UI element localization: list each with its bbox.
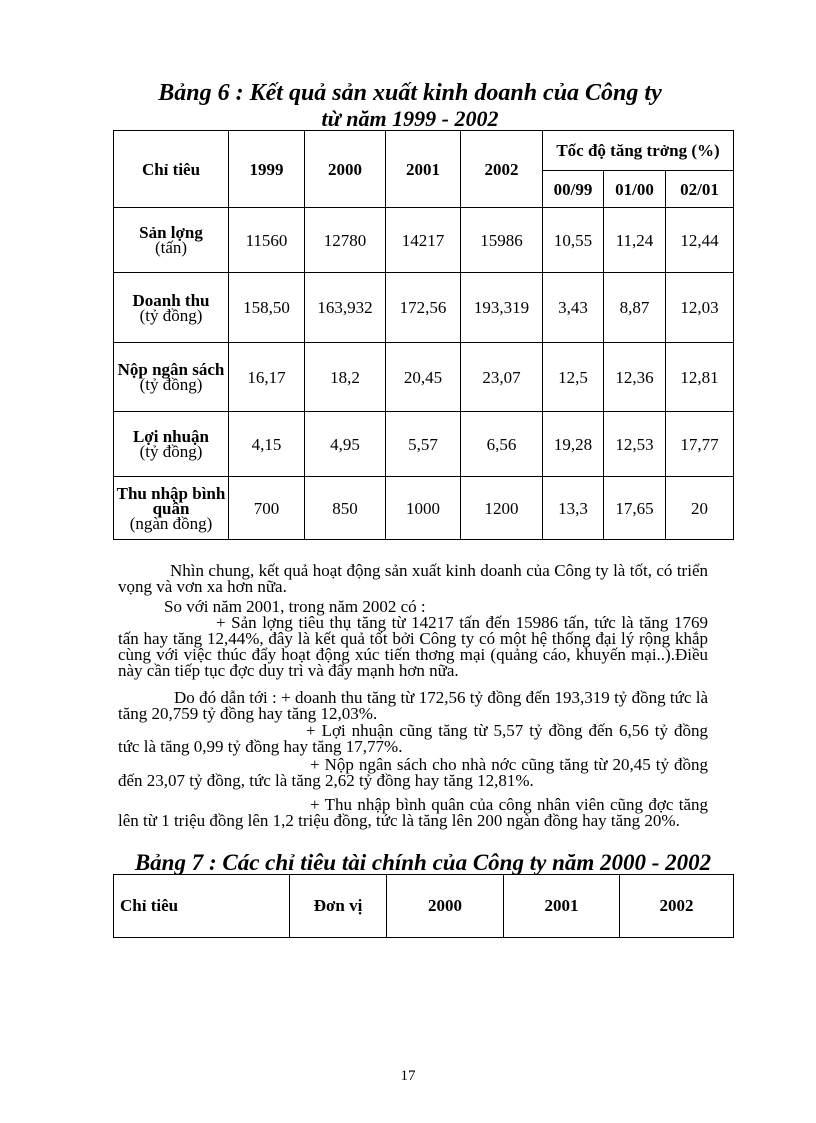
table6-title: Bảng 6 : Kết quả sản xuất kinh doanh của Công ty	[158, 80, 662, 106]
cell: 4,15	[229, 412, 305, 477]
paragraph-income: + Thu nhập bình quân của công nhân viên cũng đợc tăng lên từ 1 triệu đồng lên 1,2 triệu đồng, tức là tăng lên 200 ngàn đồng hay tăng 20%.	[118, 795, 708, 830]
cell: 12,03	[666, 273, 734, 343]
cell: 6,56	[461, 412, 543, 477]
cell: 193,319	[461, 273, 543, 343]
table-row	[114, 343, 734, 412]
header-2001: 2001	[504, 875, 620, 938]
row-label	[114, 343, 229, 412]
header-unit: Đơn vị	[290, 875, 387, 938]
header-2002: 2002	[461, 131, 543, 208]
row-name: Nộp ngân sách	[117, 360, 225, 379]
cell: 1000	[386, 477, 461, 540]
table6-subtitle: từ năm 1999 - 2002	[321, 106, 499, 131]
cell: 20,45	[386, 343, 461, 412]
cell: 8,87	[604, 273, 666, 343]
cell: 12,5	[543, 343, 604, 412]
header-indicator: Chỉ tiêu	[114, 131, 229, 208]
row-name: Thu nhập bình quân	[116, 483, 226, 518]
cell: 10,55	[543, 208, 604, 273]
row-label	[114, 477, 229, 540]
paragraph-output: + Sản lợng tiêu thụ tăng từ 14217 tấn đến 15986 tấn, tức là tăng 1769 tấn hay tăng 12,44%, đây là kết quả tốt bởi Công ty có một hệ thống đại lý rộng khắp cùng với việc thúc đẩy hoạt động xúc tiến thơng mại (quảng cáo, khuyến mại..).Điều này cần tiếp tục đợc duy trì và đẩy mạnh hơn nữa.	[118, 613, 708, 680]
cell: 700	[229, 477, 305, 540]
cell: 20	[666, 477, 734, 540]
cell: 17,77	[666, 412, 734, 477]
paragraph-summary: Nhìn chung, kết quả hoạt động sản xuất kinh doanh của Công ty là tốt, có triển vọng và vơn xa hơn nữa.	[118, 561, 708, 596]
table-row	[114, 208, 734, 273]
cell: 12,81	[666, 343, 734, 412]
cell: 12780	[305, 208, 386, 273]
header-2001: 2001	[386, 131, 461, 208]
row-name: Doanh thu	[132, 290, 210, 310]
paragraph-budget: + Nộp ngân sách cho nhà nớc cũng tăng từ 20,45 tỷ đồng đến 23,07 tỷ đồng, tức là tăng 2,62 tỷ đồng hay tăng 12,81%.	[118, 755, 708, 790]
cell: 16,17	[229, 343, 305, 412]
table-row	[114, 412, 734, 477]
page-number: 17	[400, 1068, 416, 1084]
cell: 13,3	[543, 477, 604, 540]
cell: 850	[305, 477, 386, 540]
header-growth-00-99: 00/99	[543, 171, 604, 208]
table-row	[114, 273, 734, 343]
paragraph-revenue: Do đó dẫn tới : + doanh thu tăng từ 172,56 tỷ đồng đến 193,319 tỷ đồng tức là tăng 20,759 tỷ đồng hay tăng 12,03%.	[118, 688, 708, 723]
table7	[113, 874, 734, 938]
header-growth-01-00: 01/00	[604, 171, 666, 208]
cell: 12,53	[604, 412, 666, 477]
header-indicator: Chỉ tiêu	[114, 875, 290, 938]
cell: 19,28	[543, 412, 604, 477]
row-unit: (tỷ đồng)	[139, 375, 203, 394]
cell: 12,44	[666, 208, 734, 273]
cell: 158,50	[229, 273, 305, 343]
header-2002: 2002	[620, 875, 734, 938]
header-growth-02-01: 02/01	[666, 171, 734, 208]
cell: 163,932	[305, 273, 386, 343]
table-row	[114, 477, 734, 540]
cell: 11,24	[604, 208, 666, 273]
header-growth: Tốc độ tăng trởng (%)	[543, 131, 734, 171]
cell: 14217	[386, 208, 461, 273]
cell: 1200	[461, 477, 543, 540]
row-unit: (tỷ đồng)	[139, 305, 203, 325]
cell: 23,07	[461, 343, 543, 412]
cell: 12,36	[604, 343, 666, 412]
row-label	[114, 208, 229, 273]
cell: 18,2	[305, 343, 386, 412]
cell: 3,43	[543, 273, 604, 343]
cell: 11560	[229, 208, 305, 273]
row-unit: (tấn)	[154, 238, 188, 257]
cell: 5,57	[386, 412, 461, 477]
cell: 15986	[461, 208, 543, 273]
header-2000: 2000	[305, 131, 386, 208]
row-name: Sản lợng	[139, 223, 203, 242]
cell: 4,95	[305, 412, 386, 477]
paragraph-profit: + Lợi nhuận cũng tăng từ 5,57 tỷ đồng đến 6,56 tỷ đồng tức là tăng 0,99 tỷ đồng hay tăng 17,77%.	[118, 721, 708, 756]
header-1999: 1999	[229, 131, 305, 208]
row-name: Lợi nhuận	[132, 427, 210, 446]
row-label	[114, 412, 229, 477]
row-unit: (tỷ đồng)	[139, 442, 203, 461]
row-label	[114, 273, 229, 343]
table7-title: Bảng 7 : Các chỉ tiêu tài chính của Công ty năm 2000 - 2002	[134, 850, 712, 875]
header-2000: 2000	[387, 875, 504, 938]
paragraph-comparison-intro: So với năm 2001, trong năm 2002 có :	[164, 597, 426, 616]
cell: 172,56	[386, 273, 461, 343]
table6	[113, 130, 734, 540]
row-unit: (ngàn đồng)	[129, 513, 213, 533]
cell: 17,65	[604, 477, 666, 540]
